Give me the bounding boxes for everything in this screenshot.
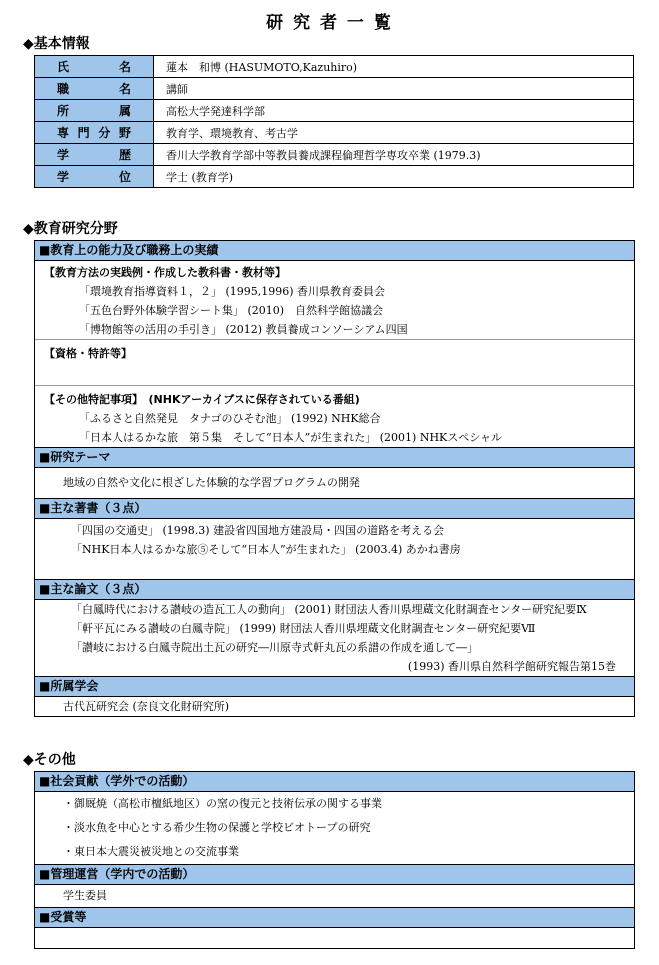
section-basic-info: ◆基本情報 bbox=[23, 36, 90, 52]
list-item: 「日本人はるかな旅 第５集 そして“日本人”が生まれた」 (2001) NHKスペシャル bbox=[79, 431, 503, 444]
list-item: 「讃岐における白鳳寺院出土瓦の研究―川原寺式軒丸瓦の系譜の作成を通して―」 bbox=[71, 641, 478, 654]
list-item: (1993) 香川県自然科学館研究報告第15巻 bbox=[407, 660, 616, 673]
qualifications-subheader: 【資格・特許等】 bbox=[44, 347, 132, 360]
page-title: 研 究 者 一 覧 bbox=[266, 13, 393, 33]
list-item: 「ふるさと自然発見 タナゴのひそむ池」 (1992) NHK総合 bbox=[79, 412, 381, 425]
info-row-degree: 学 位 学士 (教育学) bbox=[35, 166, 634, 188]
list-item: 「五色台野外体験学習シート集」 (2010) 自然科学館協議会 bbox=[79, 304, 384, 317]
papers-header: ■主な論文（３点） bbox=[35, 579, 634, 600]
other-box bbox=[34, 771, 635, 949]
basic-info-table bbox=[34, 55, 634, 188]
list-item: 「NHK日本人はるかな旅⑤そして“日本人”が生まれた」 (2003.4) あかね書房 bbox=[71, 543, 461, 556]
info-value-field: 教育学、環境教育、考古学 bbox=[154, 122, 634, 144]
methods-subheader: 【教育方法の実践例・作成した教科書・教材等】 bbox=[44, 266, 286, 279]
society-text: 古代瓦研究会 (奈良文化財研究所) bbox=[63, 700, 230, 713]
info-value-education: 香川大学教育学部中等教員養成課程倫理哲学専攻卒業 (1979.3) bbox=[154, 144, 634, 166]
list-item: ・御厩焼（高松市檀紙地区）の窯の復元と技術伝承の関する事業 bbox=[63, 797, 382, 810]
list-item: 「四国の交通史」 (1998.3) 建設省四国地方建設局・四国の道路を考える会 bbox=[71, 524, 445, 537]
research-theme-header: ■研究テーマ bbox=[35, 447, 634, 468]
info-row-education: 学 歴 香川大学教育学部中等教員養成課程倫理哲学専攻卒業 (1979.3) bbox=[35, 144, 634, 166]
info-row-field: 専 門 分 野 教育学、環境教育、考古学 bbox=[35, 122, 634, 144]
info-value-affiliation: 高松大学発達科学部 bbox=[154, 100, 634, 122]
society-header: ■所属学会 bbox=[35, 676, 634, 697]
list-item: 「軒平瓦にみる讃岐の白鳳寺院」 (1999) 財団法人香川県埋蔵文化財調査センター研究紀要Ⅶ bbox=[71, 622, 536, 635]
social-contribution-header: ■社会貢献（学外での活動） bbox=[35, 772, 634, 792]
ability-header: ■教育上の能力及び職務上の実績 bbox=[35, 241, 634, 261]
awards-header: ■受賞等 bbox=[35, 907, 634, 928]
section-research: ◆教育研究分野 bbox=[23, 221, 118, 237]
other-notes-subheader: 【その他特記事項】 (NHKアーカイブスに保存されている番組) bbox=[44, 393, 360, 406]
info-row-position: 職 名 講師 bbox=[35, 78, 634, 100]
administration-header: ■管理運営（学内での活動） bbox=[35, 864, 634, 885]
info-row-name: 氏 名 蓮本 和博 (HASUMOTO,Kazuhiro) bbox=[35, 56, 634, 78]
list-item: 「白鳳時代における讃岐の造瓦工人の動向」 (2001) 財団法人香川県埋蔵文化財調査センター研究紀要Ⅸ bbox=[71, 603, 587, 616]
info-value-degree: 学士 (教育学) bbox=[154, 166, 634, 188]
list-item: 「博物館等の活用の手引き」 (2012) 教員養成コンソーシアム四国 bbox=[79, 323, 408, 336]
list-item: ・淡水魚を中心とする希少生物の保護と学校ビオトープの研究 bbox=[63, 821, 371, 834]
administration-text: 学生委員 bbox=[63, 889, 107, 902]
info-row-affiliation: 所 属 高松大学発達科学部 bbox=[35, 100, 634, 122]
research-box bbox=[34, 240, 635, 717]
info-value-position: 講師 bbox=[154, 78, 634, 100]
list-item: 「環境教育指導資料１，２」 (1995,1996) 香川県教育委員会 bbox=[79, 285, 386, 298]
list-item: ・東日本大震災被災地との交流事業 bbox=[63, 845, 239, 858]
research-theme-text: 地域の自然や文化に根ざした体験的な学習プログラムの開発 bbox=[63, 476, 360, 489]
info-value-name: 蓮本 和博 (HASUMOTO,Kazuhiro) bbox=[154, 56, 634, 78]
section-other: ◆その他 bbox=[23, 752, 76, 768]
books-header: ■主な著書（３点） bbox=[35, 498, 634, 519]
